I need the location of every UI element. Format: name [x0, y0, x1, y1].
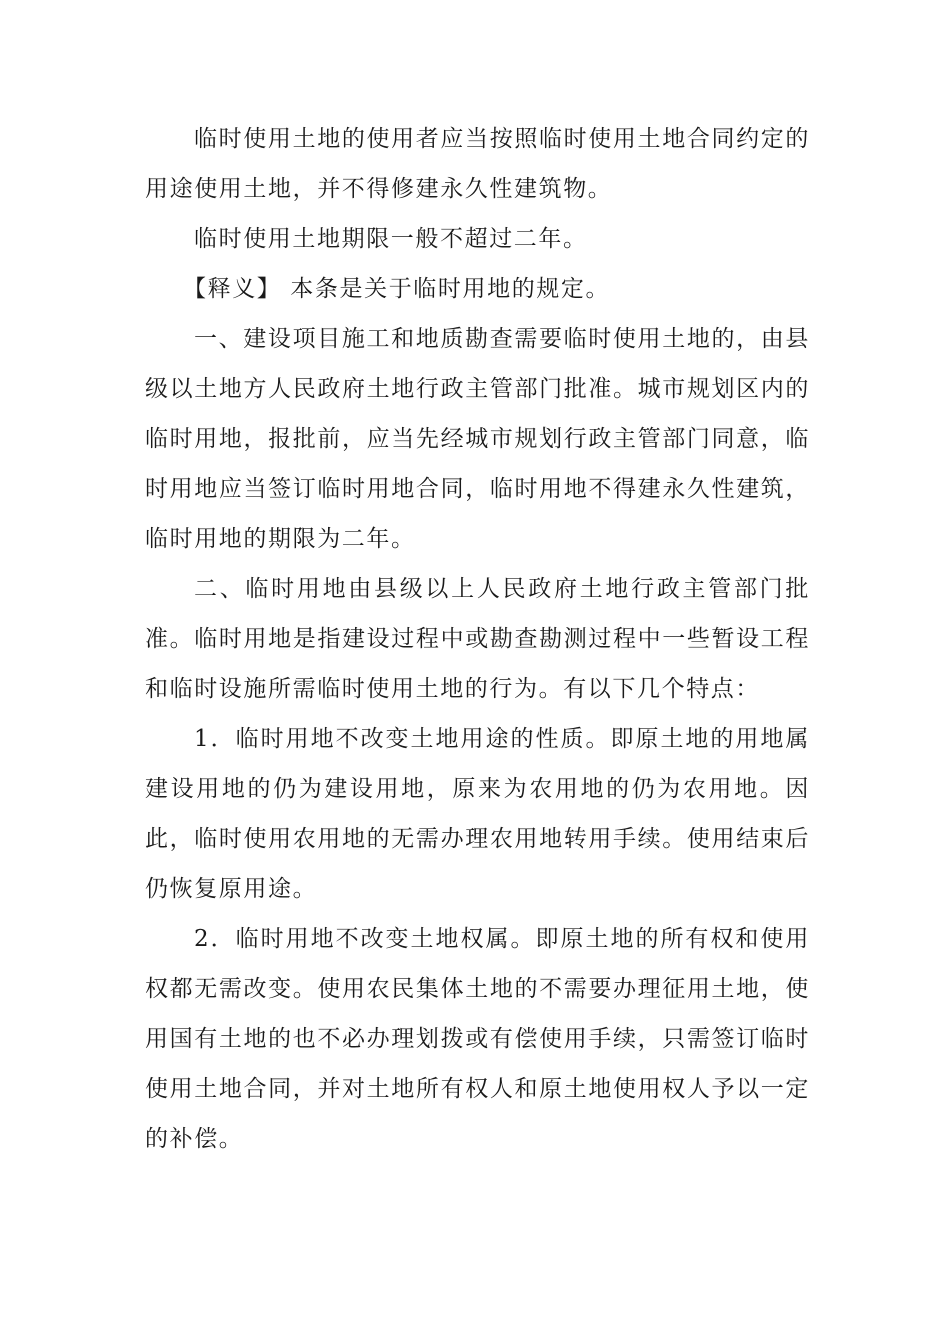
paragraph-feature-two: 2．临时用地不改变土地权属。即原土地的所有权和使用权都无需改变。使用农民集体土地的不需要办理征用土地，使用国有土地的也不必办理划拨或有偿使用手续，只需签订临时使用土地合同，并对土地所有权人和原土地使用权人予以一定的补偿。 [145, 926, 810, 1152]
paragraph-section-two: 二、临时用地由县级以上人民政府土地行政主管部门批准。临时用地是指建设过程中或勘查勘测过程中一些暂设工程和临时设施所需临时使用土地的行为。有以下几个特点： [145, 576, 810, 702]
paragraph-feature-one: 1．临时用地不改变土地用途的性质。即原土地的用地属建设用地的仍为建设用地，原来为农用地的仍为农用地。因此，临时使用农用地的无需办理农用地转用手续。使用结束后仍恢复原用途。 [145, 726, 810, 902]
paragraph-usage-restriction: 临时使用土地的使用者应当按照临时使用土地合同约定的用途使用土地，并不得修建永久性建筑物。 [145, 126, 810, 202]
paragraph-section-one: 一、建设项目施工和地质勘查需要临时使用土地的，由县级以土地方人民政府土地行政主管部门批准。城市规划区内的临时用地，报批前，应当先经城市规划行政主管部门同意，临时用地应当签订临时用地合同，临时用地不得建永久性建筑，临时用地的期限为二年。 [145, 326, 810, 552]
paragraph-interpretation-heading: 【释义】 本条是关于临时用地的规定。 [183, 276, 611, 302]
paragraph-time-limit: 临时使用土地期限一般不超过二年。 [194, 226, 588, 252]
document-body [145, 114, 810, 1164]
